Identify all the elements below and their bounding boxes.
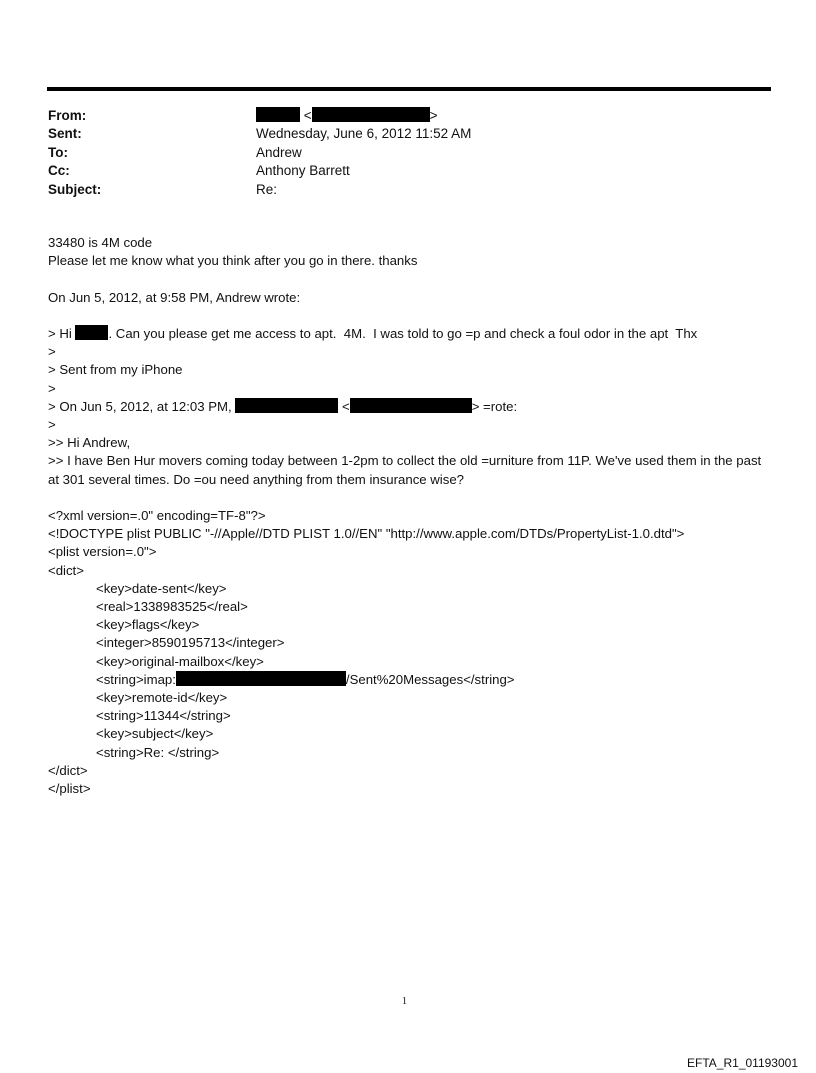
blank-line [48,307,768,325]
email-header-block [48,107,471,199]
cc-row [48,162,471,180]
nested-quoted-movers-paragraph: >> I have Ben Hur movers coming today between 1-2pm to collect the old =urniture from 11P. We've used them in the past at 301 several times. Do =ou need anything from them insurance wise? [48,453,762,487]
body-line-request: Please let me know what you think after you go in there. thanks [48,253,418,269]
xml-dict-close-line: </dict> [48,762,88,778]
redacted-nested-sender-name [235,398,338,413]
email-body [48,234,768,798]
xml-imap-prefix: <string>imap: [96,671,176,687]
from-row [48,107,471,125]
subject-row [48,181,471,199]
redacted-imap-address [176,671,346,686]
xml-key-remote-id: <key>remote-id</key> [96,690,228,706]
body-line-code: 33480 is 4M code [48,235,153,250]
redacted-sender-email [312,107,430,122]
xml-declaration-line: <?xml version=.0" encoding=TF-8"?> [48,508,266,523]
quote-marker-line: > [48,380,56,396]
xml-key-date-sent: <key>date-sent</key> [96,580,227,596]
subject-value: Re: [256,181,278,197]
xml-key-original-mailbox: <key>original-mailbox</key> [96,653,264,669]
from-label: From: [48,108,87,123]
xml-remote-id-value: <string>11344</string> [96,708,231,724]
quoted-access-text: . Can you please get me access to apt. 4M. I was told to go =p and check a foul odor in the apt Thx [108,325,698,341]
xml-imap-suffix: /Sent%20Messages</string> [345,671,515,687]
to-value: Andrew [256,144,302,160]
xml-doctype-line: <!DOCTYPE plist PUBLIC "-//Apple//DTD PLIST 1.0//EN" "http://www.apple.com/DTDs/PropertyList-1.0.dtd"> [48,526,685,542]
to-row [48,144,471,162]
xml-plist-open-line: <plist version=.0"> [48,544,157,560]
blank-line [48,489,768,507]
quoted-line-access-request [48,325,768,343]
redacted-nested-sender-email [350,398,472,413]
quoted-greeting: > Hi [48,325,76,341]
sent-label: Sent: [48,126,82,142]
blank-line [48,270,768,288]
redacted-recipient-name [75,325,108,340]
xml-integer-value: <integer>8590195713</integer> [96,635,285,651]
from-close-bracket: > [429,108,438,123]
nested-quoted-header-line [48,398,768,416]
sent-value: Wednesday, June 6, 2012 11:52 AM [256,126,472,142]
cc-value: Anthony Barrett [256,163,350,179]
nested-quoted-greeting: >> Hi Andrew, [48,435,131,451]
page-number: 1 [402,996,407,1007]
to-label: To: [48,144,68,160]
xml-dict-open-line: <dict> [48,562,84,578]
from-open-bracket: < [303,108,312,123]
document-id: EFTA_R1_01193001 [687,1056,798,1070]
xml-key-subject: <key>subject</key> [96,726,214,742]
redacted-sender-name [256,107,300,122]
cc-label: Cc: [48,163,70,179]
nested-quoted-date: > On Jun 5, 2012, at 12:03 PM, [48,398,236,414]
nested-open-bracket: < [338,398,350,414]
quote-marker-line: > [48,417,56,432]
from-value [256,107,438,125]
header-divider-rule [47,87,771,91]
quoted-header-line: On Jun 5, 2012, at 9:58 PM, Andrew wrote: [48,289,301,305]
xml-string-imap-line [48,671,768,689]
xml-plist-close-line: </plist> [48,781,91,797]
xml-subject-value: <string>Re: </string> [96,744,220,760]
quoted-signature-line: > Sent from my iPhone [48,362,183,378]
subject-label: Subject: [48,181,102,197]
quote-marker-line: > [48,344,56,360]
xml-real-value: <real>1338983525</real> [96,599,248,615]
xml-key-flags: <key>flags</key> [96,617,200,633]
sent-row [48,125,471,143]
nested-wrote-text: > =rote: [471,398,518,414]
